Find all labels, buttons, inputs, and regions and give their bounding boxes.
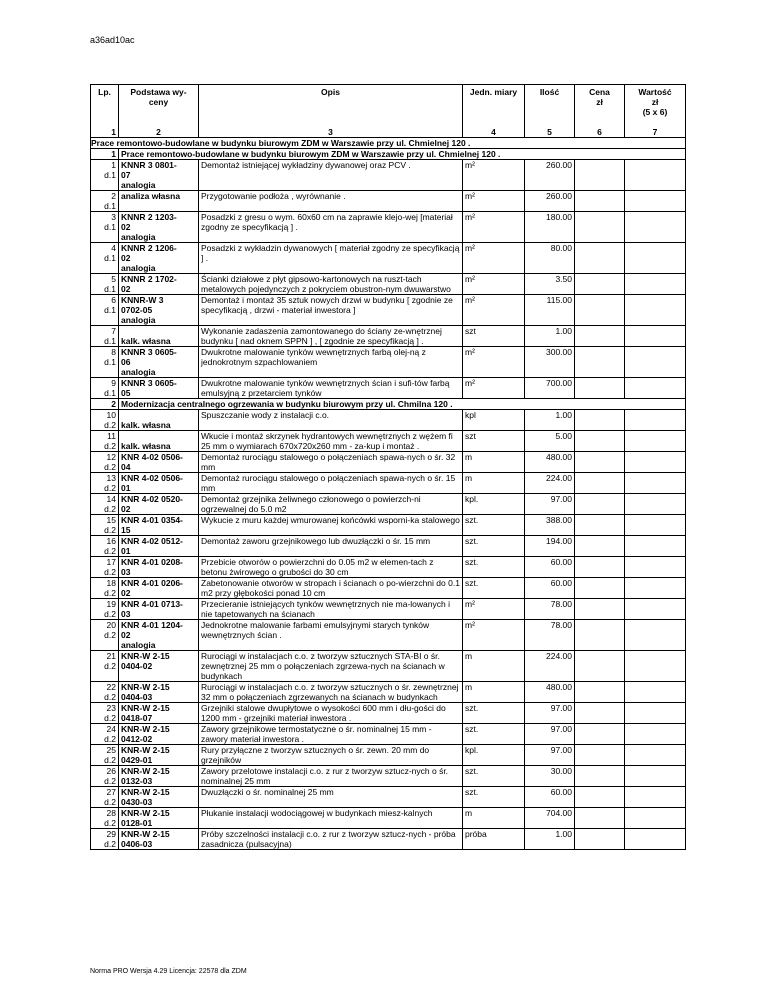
item-quantity: 97.00 (525, 724, 575, 745)
item-unit: szt. (463, 515, 525, 536)
item-lp: 28 d.2 (91, 808, 119, 829)
item-unit: szt. (463, 557, 525, 578)
item-value (625, 808, 686, 829)
item-quantity: 224.00 (525, 473, 575, 494)
item-quantity: 30.00 (525, 766, 575, 787)
item-price (575, 787, 625, 808)
item-description: Zabetonowanie otworów w stropach i ścianach o po-wierzchni do 0.1 m2 przy głębokości ponad 10 cm (199, 578, 463, 599)
item-unit: m (463, 682, 525, 703)
item-quantity: 224.00 (525, 651, 575, 682)
item-basis: KNR 4-01 0713- 03 (119, 599, 199, 620)
item-value (625, 347, 686, 378)
item-lp: 15 d.2 (91, 515, 119, 536)
item-basis: kalk. własna (119, 431, 199, 452)
item-value (625, 326, 686, 347)
header-desc: Opis (199, 85, 463, 128)
item-value (625, 295, 686, 326)
col-number: 6 (575, 127, 625, 138)
item-unit: szt. (463, 578, 525, 599)
table-row (91, 536, 686, 557)
item-quantity: 260.00 (525, 160, 575, 191)
table-row (91, 473, 686, 494)
table-row (91, 651, 686, 682)
footer-license: Norma PRO Wersja 4.29 Licencja: 22578 dla ZDM (90, 968, 247, 975)
col-number: 5 (525, 127, 575, 138)
item-unit: m² (463, 347, 525, 378)
item-description: Posadzki z gresu o wym. 60x60 cm na zaprawie klejo-wej [materiał zgodny ze specyfikacją ] . (199, 212, 463, 243)
item-value (625, 494, 686, 515)
item-value (625, 473, 686, 494)
item-basis: KNR 4-02 0520- 02 (119, 494, 199, 515)
item-value (625, 703, 686, 724)
table-row (91, 431, 686, 452)
item-value (625, 431, 686, 452)
item-basis: KNNR-W 3 0702-05 analogia (119, 295, 199, 326)
item-value (625, 745, 686, 766)
table-row (91, 243, 686, 274)
table-row (91, 347, 686, 378)
item-unit: m (463, 473, 525, 494)
item-lp: 7 d.1 (91, 326, 119, 347)
item-price (575, 745, 625, 766)
item-lp: 26 d.2 (91, 766, 119, 787)
header-basis: Podstawa wy- ceny (119, 85, 199, 128)
table-row (91, 452, 686, 473)
item-basis: KNR-W 2-15 0430-03 (119, 787, 199, 808)
item-description: Przebicie otworów o powierzchni do 0.05 m2 w elemen-tach z betonu żwirowego o grubości do 30 cm (199, 557, 463, 578)
item-price (575, 274, 625, 295)
item-price (575, 326, 625, 347)
item-price (575, 829, 625, 850)
item-quantity: 1.00 (525, 829, 575, 850)
table-row (91, 682, 686, 703)
item-quantity: 480.00 (525, 682, 575, 703)
item-unit: szt. (463, 703, 525, 724)
item-quantity: 194.00 (525, 536, 575, 557)
item-quantity: 78.00 (525, 620, 575, 651)
item-basis: KNNR 2 1206- 02 analogia (119, 243, 199, 274)
item-lp: 13 d.2 (91, 473, 119, 494)
item-description: Demontaż rurociągu stalowego o połączeniach spawa-nych o śr. 32 mm (199, 452, 463, 473)
item-lp: 24 d.2 (91, 724, 119, 745)
table-row (91, 191, 686, 212)
column-number-row (91, 127, 686, 138)
table-row (91, 599, 686, 620)
item-quantity: 97.00 (525, 494, 575, 515)
item-value (625, 724, 686, 745)
item-price (575, 243, 625, 274)
item-basis: KNNR 2 1203- 02 analogia (119, 212, 199, 243)
header-qty: Ilość (525, 85, 575, 128)
item-value (625, 766, 686, 787)
item-price (575, 295, 625, 326)
estimate-title: Prace remontowo-budowlane w budynku biurowym ZDM w Warszawie przy ul. Chmielnej 120 . (91, 138, 686, 149)
item-lp: 20 d.2 (91, 620, 119, 651)
item-unit: m (463, 651, 525, 682)
col-number: 4 (463, 127, 525, 138)
col-number: 2 (119, 127, 199, 138)
header-lp: Lp. (91, 85, 119, 128)
item-description: Zawory grzejnikowe termostatyczne o śr. nominalnej 15 mm - zawory materiał inwestora . (199, 724, 463, 745)
item-price (575, 724, 625, 745)
item-quantity: 480.00 (525, 452, 575, 473)
item-price (575, 378, 625, 399)
item-quantity: 300.00 (525, 347, 575, 378)
item-basis: KNR-W 2-15 0429-01 (119, 745, 199, 766)
item-description: Demontaż istniejącej wykładziny dywanowej oraz PCV . (199, 160, 463, 191)
item-basis: KNR-W 2-15 0128-01 (119, 808, 199, 829)
item-price (575, 578, 625, 599)
item-quantity: 97.00 (525, 703, 575, 724)
item-lp: 5 d.1 (91, 274, 119, 295)
item-basis: KNR-W 2-15 0406-03 (119, 829, 199, 850)
item-lp: 19 d.2 (91, 599, 119, 620)
col-number: 1 (91, 127, 119, 138)
item-unit: m² (463, 243, 525, 274)
item-value (625, 599, 686, 620)
table-row (91, 515, 686, 536)
item-lp: 29 d.2 (91, 829, 119, 850)
item-price (575, 766, 625, 787)
item-description: Płukanie instalacji wodociągowej w budynkach miesz-kalnych (199, 808, 463, 829)
col-number: 3 (199, 127, 463, 138)
item-lp: 11 d.2 (91, 431, 119, 452)
item-value (625, 620, 686, 651)
item-quantity: 97.00 (525, 745, 575, 766)
table-row (91, 410, 686, 431)
item-basis: KNR 4-01 1204- 02 analogia (119, 620, 199, 651)
item-description: Przecieranie istniejących tynków wewnętrznych nie ma-lowanych i nie tapetowanych na ścianach (199, 599, 463, 620)
item-quantity: 180.00 (525, 212, 575, 243)
item-description: Ścianki działowe z płyt gipsowo-kartonowych na ruszt-tach metalowych pojedynczych z pokryciem obustron-nym dwuwarstwo (199, 274, 463, 295)
table-row (91, 620, 686, 651)
item-description: Posadzki z wykładzin dywanowych [ materiał zgodny ze specyfikacją ] . (199, 243, 463, 274)
section-number: 1 (91, 149, 119, 160)
item-lp: 16 d.2 (91, 536, 119, 557)
item-unit: szt (463, 431, 525, 452)
item-lp: 9 d.1 (91, 378, 119, 399)
item-description: Wykucie z muru każdej wmurowanej końcówki wsporni-ka stalowego (199, 515, 463, 536)
item-price (575, 494, 625, 515)
item-price (575, 431, 625, 452)
header-value: Wartość zł (5 x 6) (625, 85, 686, 128)
item-unit: m² (463, 378, 525, 399)
item-description: Przygotowanie podłoża , wyrównanie . (199, 191, 463, 212)
item-description: Wkucie i montaż skrzynek hydrantowych wewnętrznych z wężem fi 25 mm o wymiarach 670x720x260 mm - za-kup i montaż . (199, 431, 463, 452)
item-quantity: 3.50 (525, 274, 575, 295)
item-value (625, 682, 686, 703)
item-quantity: 60.00 (525, 578, 575, 599)
item-lp: 12 d.2 (91, 452, 119, 473)
item-basis: KNR-W 2-15 0132-03 (119, 766, 199, 787)
table-row (91, 160, 686, 191)
item-unit: m² (463, 212, 525, 243)
section-row (91, 149, 686, 160)
item-unit: m² (463, 295, 525, 326)
item-quantity: 78.00 (525, 599, 575, 620)
item-lp: 25 d.2 (91, 745, 119, 766)
item-description: Demontaż rurociągu stalowego o połączeniach spawa-nych o śr. 15 mm (199, 473, 463, 494)
item-lp: 3 d.1 (91, 212, 119, 243)
item-description: Zawory przelotowe instalacji c.o. z rur z tworzyw sztucz-nych o śr. nominalnej 25 mm (199, 766, 463, 787)
table-row (91, 378, 686, 399)
item-basis: KNR-W 2-15 0412-02 (119, 724, 199, 745)
table-row (91, 557, 686, 578)
item-description: Grzejniki stalowe dwupłytowe o wysokości 600 mm i dłu-gości do 1200 mm - grzejniki materiał inwestora . (199, 703, 463, 724)
document-id: a36ad10ac (90, 35, 135, 45)
item-quantity: 1.00 (525, 410, 575, 431)
item-unit: szt. (463, 766, 525, 787)
item-basis: KNNR 3 0605- 05 (119, 378, 199, 399)
title-row (91, 138, 686, 149)
item-description: Rury przyłączne z tworzyw sztucznych o śr. zewn. 20 mm do grzejników (199, 745, 463, 766)
item-description: Dwukrotne malowanie tynków wewnętrznych ścian i sufi-tów farbą emulsyjną z przetarciem tynków (199, 378, 463, 399)
item-basis: KNR 4-02 0506- 01 (119, 473, 199, 494)
item-description: Dwuzłączki o śr. nominalnej 25 mm (199, 787, 463, 808)
item-quantity: 704.00 (525, 808, 575, 829)
item-quantity: 60.00 (525, 557, 575, 578)
item-quantity: 1.00 (525, 326, 575, 347)
item-description: Rurociągi w instalacjach c.o. z tworzyw sztucznych STA-BI o śr. zewnętrznej 25 mm o połączeniach zgrzewa-nych na ścianach w budynkach (199, 651, 463, 682)
item-price (575, 212, 625, 243)
item-basis: kalk. własna (119, 410, 199, 431)
item-lp: 22 d.2 (91, 682, 119, 703)
table-row (91, 295, 686, 326)
item-description: Demontaż zaworu grzejnikowego lub dwuzłączki o śr. 15 mm (199, 536, 463, 557)
item-value (625, 410, 686, 431)
item-description: Demontaż i montaż 35 sztuk nowych drzwi w budynku [ zgodnie ze specyfikacją , drzwi - materiał inwestora ] (199, 295, 463, 326)
cost-estimate-table (90, 84, 686, 850)
item-price (575, 651, 625, 682)
item-description: Dwukrotne malowanie tynków wewnętrznych farbą olej-ną z jednokrotnym szpachlowaniem (199, 347, 463, 378)
item-description: Rurociągi w instalacjach c.o. z tworzyw sztucznych o śr. zewnętrznej 32 mm o połączeniach zgrzewanych na ścianach w budynkach (199, 682, 463, 703)
item-value (625, 243, 686, 274)
item-description: Jednokrotne malowanie farbami emulsyjnymi starych tynków wewnętrznych ścian . (199, 620, 463, 651)
item-price (575, 347, 625, 378)
item-basis: KNR 4-01 0206- 02 (119, 578, 199, 599)
item-value (625, 536, 686, 557)
item-basis: KNR 4-02 0506- 04 (119, 452, 199, 473)
item-quantity: 115.00 (525, 295, 575, 326)
item-description: Demontaż grzejnika żeliwnego członowego o powierzch-ni ogrzewalnej do 5.0 m2 (199, 494, 463, 515)
table-row (91, 745, 686, 766)
item-basis: KNR 4-02 0512- 01 (119, 536, 199, 557)
item-lp: 18 d.2 (91, 578, 119, 599)
table-row (91, 703, 686, 724)
item-value (625, 191, 686, 212)
item-value (625, 378, 686, 399)
item-price (575, 515, 625, 536)
section-number: 2 (91, 399, 119, 410)
item-basis: KNR-W 2-15 0418-07 (119, 703, 199, 724)
item-basis: KNR-W 2-15 0404-03 (119, 682, 199, 703)
table-row (91, 787, 686, 808)
item-quantity: 5.00 (525, 431, 575, 452)
item-price (575, 703, 625, 724)
item-description: Wykonanie zadaszenia zamontowanego do ściany ze-wnętrznej budynku [ nad oknem SPPN ] , [ zgodnie ze specyfikacją ] . (199, 326, 463, 347)
table-row (91, 578, 686, 599)
item-quantity: 60.00 (525, 787, 575, 808)
item-quantity: 260.00 (525, 191, 575, 212)
item-price (575, 536, 625, 557)
item-lp: 4 d.1 (91, 243, 119, 274)
item-lp: 8 d.1 (91, 347, 119, 378)
item-value (625, 787, 686, 808)
item-unit: m² (463, 620, 525, 651)
item-quantity: 700.00 (525, 378, 575, 399)
table-row (91, 724, 686, 745)
item-price (575, 191, 625, 212)
item-value (625, 829, 686, 850)
item-price (575, 808, 625, 829)
item-lp: 27 d.2 (91, 787, 119, 808)
item-price (575, 473, 625, 494)
item-basis: KNR-W 2-15 0404-02 (119, 651, 199, 682)
table-row (91, 808, 686, 829)
item-basis: KNNR 3 0605- 06 analogia (119, 347, 199, 378)
item-quantity: 80.00 (525, 243, 575, 274)
item-unit: m² (463, 599, 525, 620)
header-price: Cena zł (575, 85, 625, 128)
section-row (91, 399, 686, 410)
item-basis: KNR 4-01 0208- 03 (119, 557, 199, 578)
item-unit: kpl (463, 410, 525, 431)
item-unit: szt. (463, 787, 525, 808)
table-row (91, 829, 686, 850)
item-lp: 17 d.2 (91, 557, 119, 578)
item-value (625, 557, 686, 578)
section-title: Prace remontowo-budowlane w budynku biurowym ZDM w Warszawie przy ul. Chmielnej 120 . (119, 149, 686, 160)
item-price (575, 620, 625, 651)
table-body (91, 138, 686, 850)
item-value (625, 274, 686, 295)
item-basis: kalk. własna (119, 326, 199, 347)
item-unit: szt. (463, 724, 525, 745)
item-basis: analiza własna (119, 191, 199, 212)
item-description: Próby szczelności instalacji c.o. z rur z tworzyw sztucz-nych - próba zasadnicza (pulsacyjna) (199, 829, 463, 850)
item-unit: m (463, 808, 525, 829)
item-price (575, 160, 625, 191)
section-title: Modernizacja centralnego ogrzewania w budynku biurowym przy ul. Chmilna 120 . (119, 399, 686, 410)
table-row (91, 766, 686, 787)
table-row (91, 274, 686, 295)
item-unit: m² (463, 274, 525, 295)
item-lp: 6 d.1 (91, 295, 119, 326)
item-basis: KNNR 2 1702- 02 (119, 274, 199, 295)
item-value (625, 515, 686, 536)
item-value (625, 160, 686, 191)
item-unit: kpl. (463, 745, 525, 766)
header-unit: Jedn. miary (463, 85, 525, 128)
item-quantity: 388.00 (525, 515, 575, 536)
item-value (625, 578, 686, 599)
item-price (575, 410, 625, 431)
item-unit: m (463, 452, 525, 473)
item-lp: 21 d.2 (91, 651, 119, 682)
item-basis: KNNR 3 0801- 07 analogia (119, 160, 199, 191)
item-unit: szt. (463, 536, 525, 557)
item-price (575, 557, 625, 578)
table-row (91, 494, 686, 515)
header-row (91, 85, 686, 128)
item-unit: m² (463, 160, 525, 191)
item-lp: 14 d.2 (91, 494, 119, 515)
item-unit: próba (463, 829, 525, 850)
item-value (625, 452, 686, 473)
item-price (575, 599, 625, 620)
item-price (575, 682, 625, 703)
table-row (91, 326, 686, 347)
item-lp: 2 d.1 (91, 191, 119, 212)
item-description: Spuszczanie wody z instalacji c.o. (199, 410, 463, 431)
item-lp: 1 d.1 (91, 160, 119, 191)
item-unit: szt (463, 326, 525, 347)
item-unit: m² (463, 191, 525, 212)
item-unit: kpl. (463, 494, 525, 515)
item-lp: 23 d.2 (91, 703, 119, 724)
item-value (625, 651, 686, 682)
col-number: 7 (625, 127, 686, 138)
item-lp: 10 d.2 (91, 410, 119, 431)
item-value (625, 212, 686, 243)
item-basis: KNR 4-01 0354- 15 (119, 515, 199, 536)
table-row (91, 212, 686, 243)
item-price (575, 452, 625, 473)
